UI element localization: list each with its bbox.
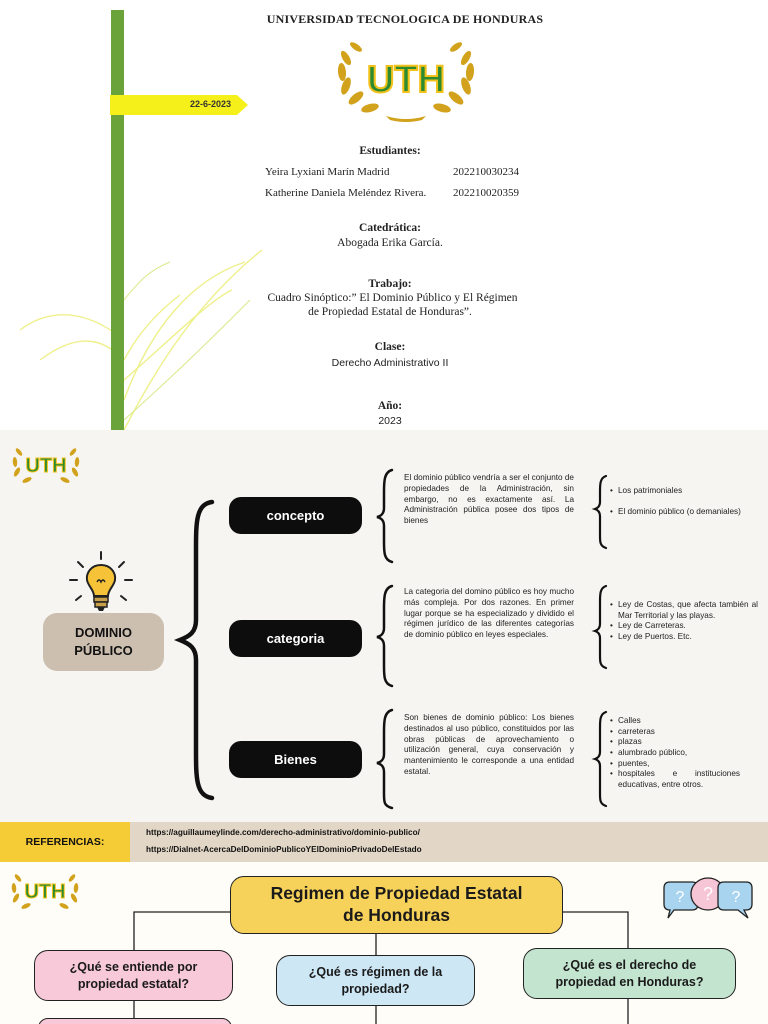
question-line: ¿Qué es régimen de la — [308, 965, 443, 980]
student-id: 202210030234 — [453, 166, 519, 178]
question-bubbles-icon — [660, 874, 755, 926]
category-pill-bienes: Bienes — [229, 741, 362, 778]
title-line1: Regimen de Propiedad Estatal — [270, 883, 523, 904]
svg-text:UTH: UTH — [366, 59, 446, 101]
reference-link[interactable]: https://Dialnet-AcercaDelDominioPublicoYElDominioPrivadoDelEstado — [146, 845, 422, 854]
list-item: • Ley de Costas, que afecta también al Mar Territorial y las playas. — [610, 600, 758, 621]
class-label: Clase: — [374, 341, 406, 353]
svg-text:?: ? — [675, 889, 685, 906]
question-derecho-propiedad — [523, 948, 736, 999]
main-topic-line2: PÚBLICO — [74, 643, 133, 658]
list-item: • carreteras — [610, 727, 740, 738]
categoria-text: La categoria del domino público es hoy mucho más compleja. Por dos razones. En primer lugar porque se ha especializado y dividido el régimen jurídico de las diferentes categorías de dominio público en leyes especiales. — [404, 587, 574, 640]
question-line: propiedad? — [341, 981, 410, 996]
bienes-text: Son bienes de dominio público: Los bienes destinados al uso público, constituidos por las obras públicas de aprovechamiento o utilización general, cuya conservación y mantenimiento le corresponde a una entidad estatal. — [404, 713, 574, 777]
concepto-text: El dominio público vendría a ser el conjunto de propiedades de la Administración, sin embargo, no es exactamente así. La Administración pública posee dos tipos de bienes — [404, 473, 574, 526]
list-item: • plazas — [610, 737, 740, 748]
svg-text:?: ? — [702, 884, 714, 904]
list-item: • alumbrado público, — [610, 748, 740, 759]
student-row — [265, 187, 519, 199]
references-bar — [0, 822, 768, 862]
list-item: • Ley de Puertos. Etc. — [610, 632, 758, 643]
reference-link[interactable]: https://aguillaumeylinde.com/derecho-administrativo/dominio-publico/ — [146, 828, 420, 837]
year-value: 2023 — [378, 415, 402, 427]
list-item: • Los patrimoniales — [610, 486, 760, 497]
students-label: Estudiantes: — [359, 145, 421, 157]
green-side-bar — [111, 10, 124, 430]
question-line: propiedad en Honduras? — [555, 974, 704, 989]
regimen-page — [0, 862, 768, 1024]
university-name: UNIVERSIDAD TECNOLOGICA DE HONDURAS — [266, 12, 544, 26]
question-regimen-propiedad — [276, 955, 475, 1006]
concepto-bullets — [610, 486, 760, 527]
uth-logo — [6, 868, 84, 912]
list-item: • hospitales e instituciones educativas, entre otros. — [610, 769, 740, 790]
list-item: • puentes, — [610, 759, 740, 770]
title-line2: de Honduras — [343, 905, 450, 925]
question-propiedad-estatal — [34, 950, 233, 1001]
regimen-title — [230, 876, 563, 934]
question-line: ¿Qué se entiende por — [69, 960, 198, 975]
main-topic-line1: DOMINIO — [74, 625, 133, 641]
question-line: ¿Qué es el derecho de — [562, 958, 697, 973]
student-row — [265, 166, 519, 178]
student-id: 202210020359 — [453, 187, 519, 199]
list-item: • Ley de Carreteras. — [610, 621, 758, 632]
synoptic-chart-page — [0, 430, 768, 822]
category-pill-categoria: categoria — [229, 620, 362, 657]
work-title-line2: de Propiedad Estatal de Honduras”. — [308, 306, 472, 318]
cover-page — [0, 0, 768, 430]
uth-logo — [326, 36, 486, 122]
professor-name: Abogada Erika García. — [337, 237, 443, 249]
list-item: • Calles — [610, 716, 740, 727]
svg-text:UTH: UTH — [24, 881, 66, 903]
student-name: Yeira Lyxiani Marín Madrid — [265, 166, 390, 178]
cover-date: 22-6-2023 — [190, 99, 232, 109]
work-title-line1: Cuadro Sinóptico:” El Dominio Público y El Régimen — [267, 292, 518, 304]
year-label: Año: — [377, 400, 403, 412]
svg-text:UTH: UTH — [25, 455, 67, 477]
list-item: • El dominio público (o demaniales) — [610, 507, 760, 518]
bienes-bullets — [610, 716, 740, 791]
question-line: propiedad estatal? — [77, 976, 190, 991]
answer-box — [38, 1018, 232, 1024]
professor-label: Catedrática: — [359, 222, 421, 234]
work-label: Trabajo: — [368, 278, 412, 290]
references-label: REFERENCIAS: — [0, 822, 130, 862]
class-name: Derecho Administrativo II — [331, 357, 449, 369]
student-name: Katherine Daniela Meléndez Rivera. — [265, 187, 427, 199]
category-pill-concepto: concepto — [229, 497, 362, 534]
categoria-bullets — [610, 600, 758, 643]
svg-text:?: ? — [731, 889, 741, 906]
